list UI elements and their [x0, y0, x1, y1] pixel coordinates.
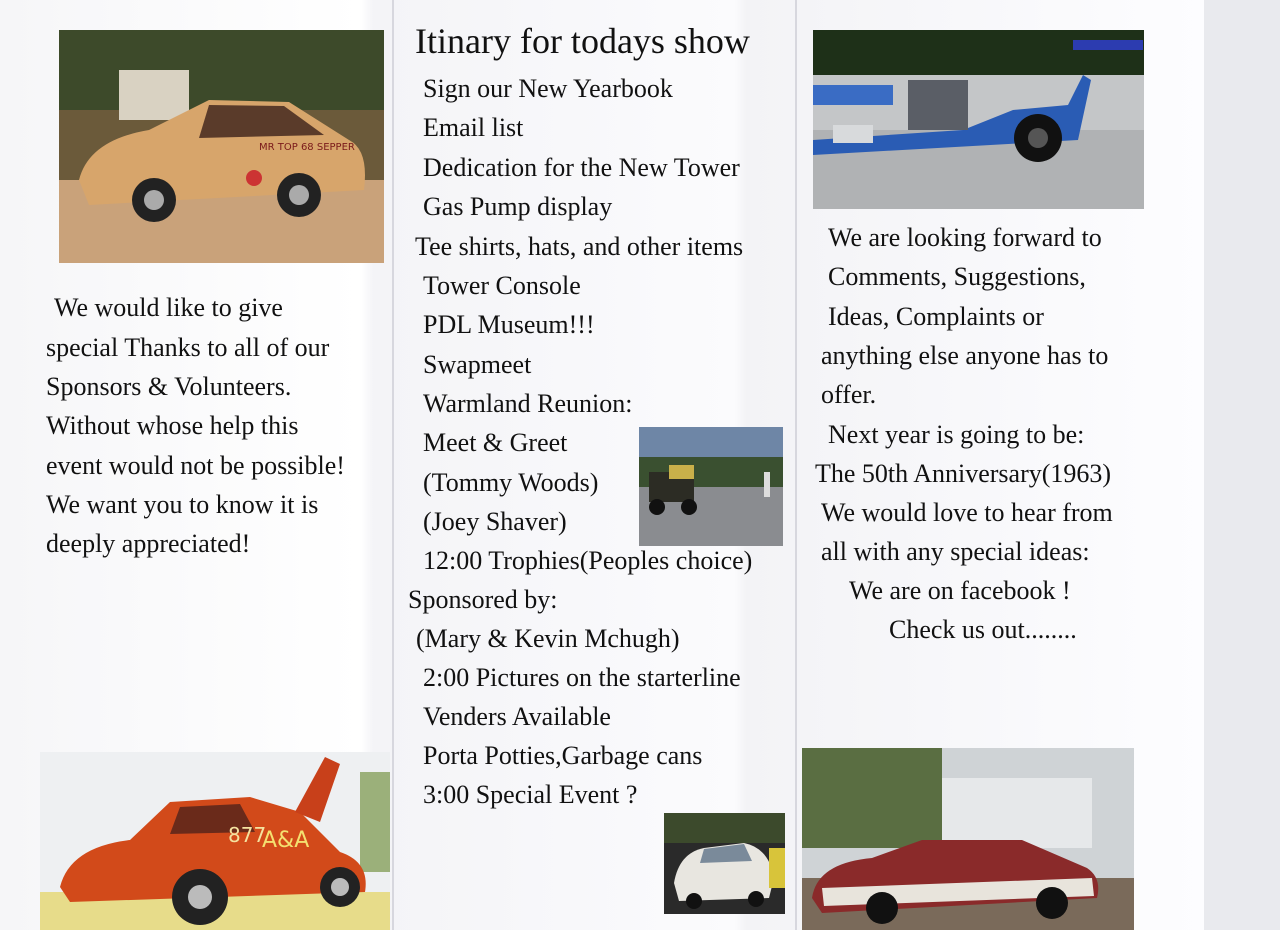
itinerary-item: Swapmeet [423, 350, 532, 379]
itinerary-item: Dedication for the New Tower [423, 153, 740, 182]
check-us-out-line: Check us out........ [889, 615, 1077, 644]
photo-chevy-belair [664, 813, 785, 914]
itinerary-item: Tower Console [423, 271, 581, 300]
feedback-line: offer. [821, 380, 877, 409]
fold-line-right [795, 0, 797, 930]
feedback-line: We would love to hear from [821, 498, 1113, 527]
thanks-line: event would not be possible! [46, 451, 345, 480]
itinerary-title: Itinary for todays show [415, 21, 750, 61]
feedback-line: The 50th Anniversary(1963) [815, 459, 1112, 488]
camaro-door-text: MR TOP 68 SEPPER [259, 142, 355, 153]
photo-road-runner [802, 748, 1134, 930]
thanks-line: special Thanks to all of our [46, 333, 330, 362]
itinerary-item: Venders Available [423, 702, 611, 731]
itinerary-item: Warmland Reunion: [423, 389, 633, 418]
itinerary-item: (Joey Shaver) [423, 507, 567, 536]
feedback-line: anything else anyone has to [821, 341, 1109, 370]
itinerary-item: Sign our New Yearbook [423, 74, 673, 103]
thanks-line: deeply appreciated! [46, 529, 251, 558]
willys-door-text: A&A [262, 828, 310, 853]
itinerary-item: Sponsored by: [408, 585, 558, 614]
itinerary-item: Meet & Greet [423, 428, 568, 457]
itinerary-item: (Tommy Woods) [423, 468, 599, 497]
facebook-line: We are on facebook ! [849, 576, 1071, 605]
itinerary-item: Email list [423, 113, 524, 142]
fold-line-left [392, 0, 394, 930]
itinerary-item: Porta Potties,Garbage cans [423, 741, 703, 770]
willys-number: 877 [228, 823, 267, 847]
feedback-line: Next year is going to be: [828, 420, 1085, 449]
itinerary-item: 12:00 Trophies(Peoples choice) [423, 546, 753, 575]
photo-reunion-trucks [639, 427, 783, 546]
itinerary-item: 3:00 Special Event ? [423, 780, 638, 809]
itinerary-item: (Mary & Kevin Mchugh) [416, 624, 680, 653]
feedback-line: We are looking forward to [828, 223, 1102, 252]
photo-camaro [59, 30, 384, 263]
photo-dragster [813, 30, 1144, 209]
itinerary-item: 2:00 Pictures on the starterline [423, 663, 741, 692]
itinerary-item: Tee shirts, hats, and other items [415, 232, 744, 261]
thanks-line: Without whose help this [46, 411, 299, 440]
feedback-line: Ideas, Complaints or [828, 302, 1044, 331]
itinerary-item: Gas Pump display [423, 192, 613, 221]
thanks-line: We want you to know it is [46, 490, 319, 519]
feedback-line: Comments, Suggestions, [828, 262, 1086, 291]
itinerary-item: PDL Museum!!! [423, 310, 595, 339]
thanks-line: Sponsors & Volunteers. [46, 372, 292, 401]
photo-willys-gasser [40, 752, 390, 930]
feedback-line: all with any special ideas: [821, 537, 1090, 566]
thanks-line: We would like to give [54, 293, 283, 322]
